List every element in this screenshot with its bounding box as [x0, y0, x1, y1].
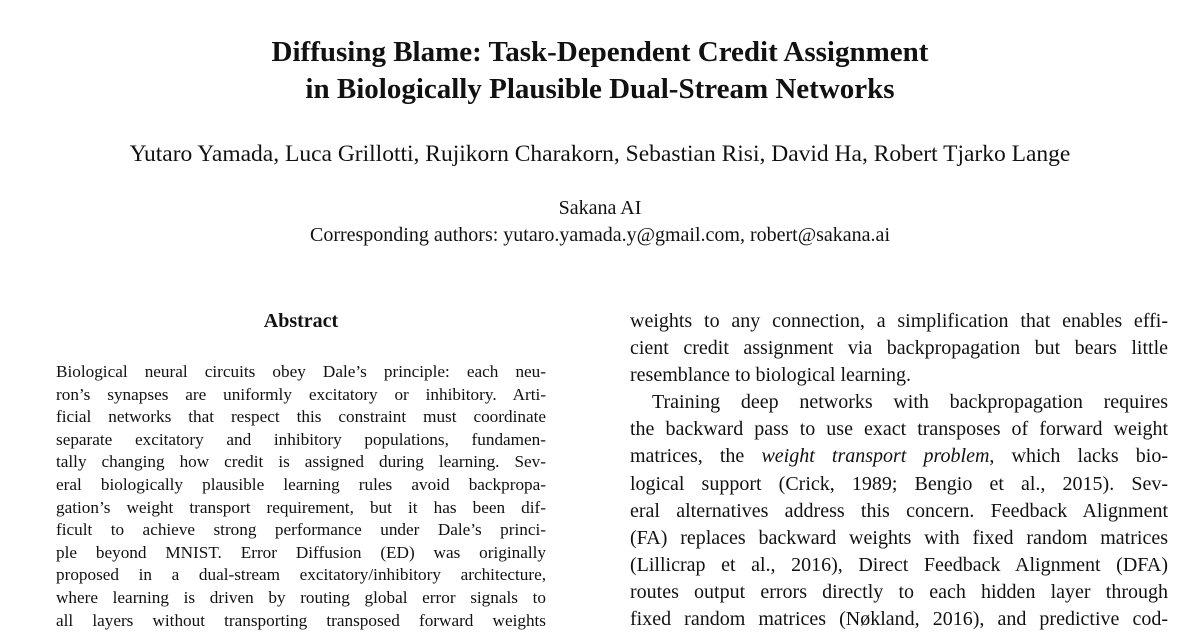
body-line: (FA) replaces backward weights with fixed random matrices [630, 526, 1168, 549]
abstract-body [56, 361, 546, 632]
abstract-line: eral biologically plausible learning rules avoid backpropa- [56, 474, 546, 494]
body-line: the backward pass to use exact transposes of forward weight [630, 418, 1168, 441]
abstract-line: gation’s weight transport requirement, but it has been dif- [56, 497, 546, 517]
paper-title [0, 34, 1200, 108]
body-text: matrices, the [630, 445, 762, 468]
body-line: logical support (Crick, 1989; Bengio et al., 2015). Sev- [630, 472, 1168, 495]
body-line: Training deep networks with backpropagation requires [652, 391, 1168, 414]
body-paragraph-1 [630, 308, 1168, 389]
abstract-line: ple beyond MNIST. Error Diffusion (ED) was originally [56, 542, 546, 562]
affiliation-block [0, 195, 1200, 249]
body-line-with-emphasis [630, 443, 1168, 470]
body-paragraph-2 [630, 389, 1168, 633]
body-line: eral alternatives address this concern. Feedback Alignment [630, 499, 1168, 522]
emphasized-term: weight transport problem [761, 445, 990, 468]
abstract-line: ficial networks that respect this constraint must coordinate [56, 407, 546, 427]
body-line: fixed random matrices (Nøkland, 2016), and predictive cod- [630, 608, 1168, 631]
body-line: weights to any connection, a simplification that enables effi- [630, 310, 1168, 332]
body-text: , which lacks bio- [989, 445, 1168, 468]
body-line: cient credit assignment via backpropagation but bears little [630, 337, 1168, 360]
abstract-line: where learning is driven by routing global error signals to [56, 587, 546, 607]
title-line-2: in Biologically Plausible Dual-Stream Networks [305, 73, 895, 105]
abstract-line: ficult to achieve strong performance under Dale’s princi- [56, 520, 546, 540]
abstract-line: all layers without transporting transposed forward weights [56, 610, 546, 630]
abstract-line: Biological neural circuits obey Dale’s principle: each neu- [56, 362, 546, 381]
body-line: (Lillicrap et al., 2016), Direct Feedback Alignment (DFA) [630, 553, 1168, 576]
title-line-1: Diffusing Blame: Task-Dependent Credit Assignment [271, 36, 929, 68]
body-line: routes output errors directly to each hidden layer through [630, 580, 1168, 603]
abstract-line: ron’s synapses are uniformly excitatory or inhibitory. Arti- [56, 384, 546, 404]
abstract-line: separate excitatory and inhibitory populations, fundamen- [56, 429, 546, 449]
abstract-heading: Abstract [263, 310, 339, 332]
author-list: Yutaro Yamada, Luca Grillotti, Rujikorn Charakorn, Sebastian Risi, David Ha, Robert Tjarko Lange [129, 141, 1071, 167]
corresponding-authors: Corresponding authors: yutaro.yamada.y@gmail.com, robert@sakana.ai [309, 224, 890, 246]
body-line: resemblance to biological learning. [630, 364, 912, 387]
abstract-line: proposed in a dual-stream excitatory/inhibitory architecture, [56, 565, 546, 585]
affiliation: Sakana AI [558, 197, 642, 219]
body-column-right [630, 308, 1168, 633]
abstract-line: tally changing how credit is assigned during learning. Sev- [56, 452, 546, 472]
